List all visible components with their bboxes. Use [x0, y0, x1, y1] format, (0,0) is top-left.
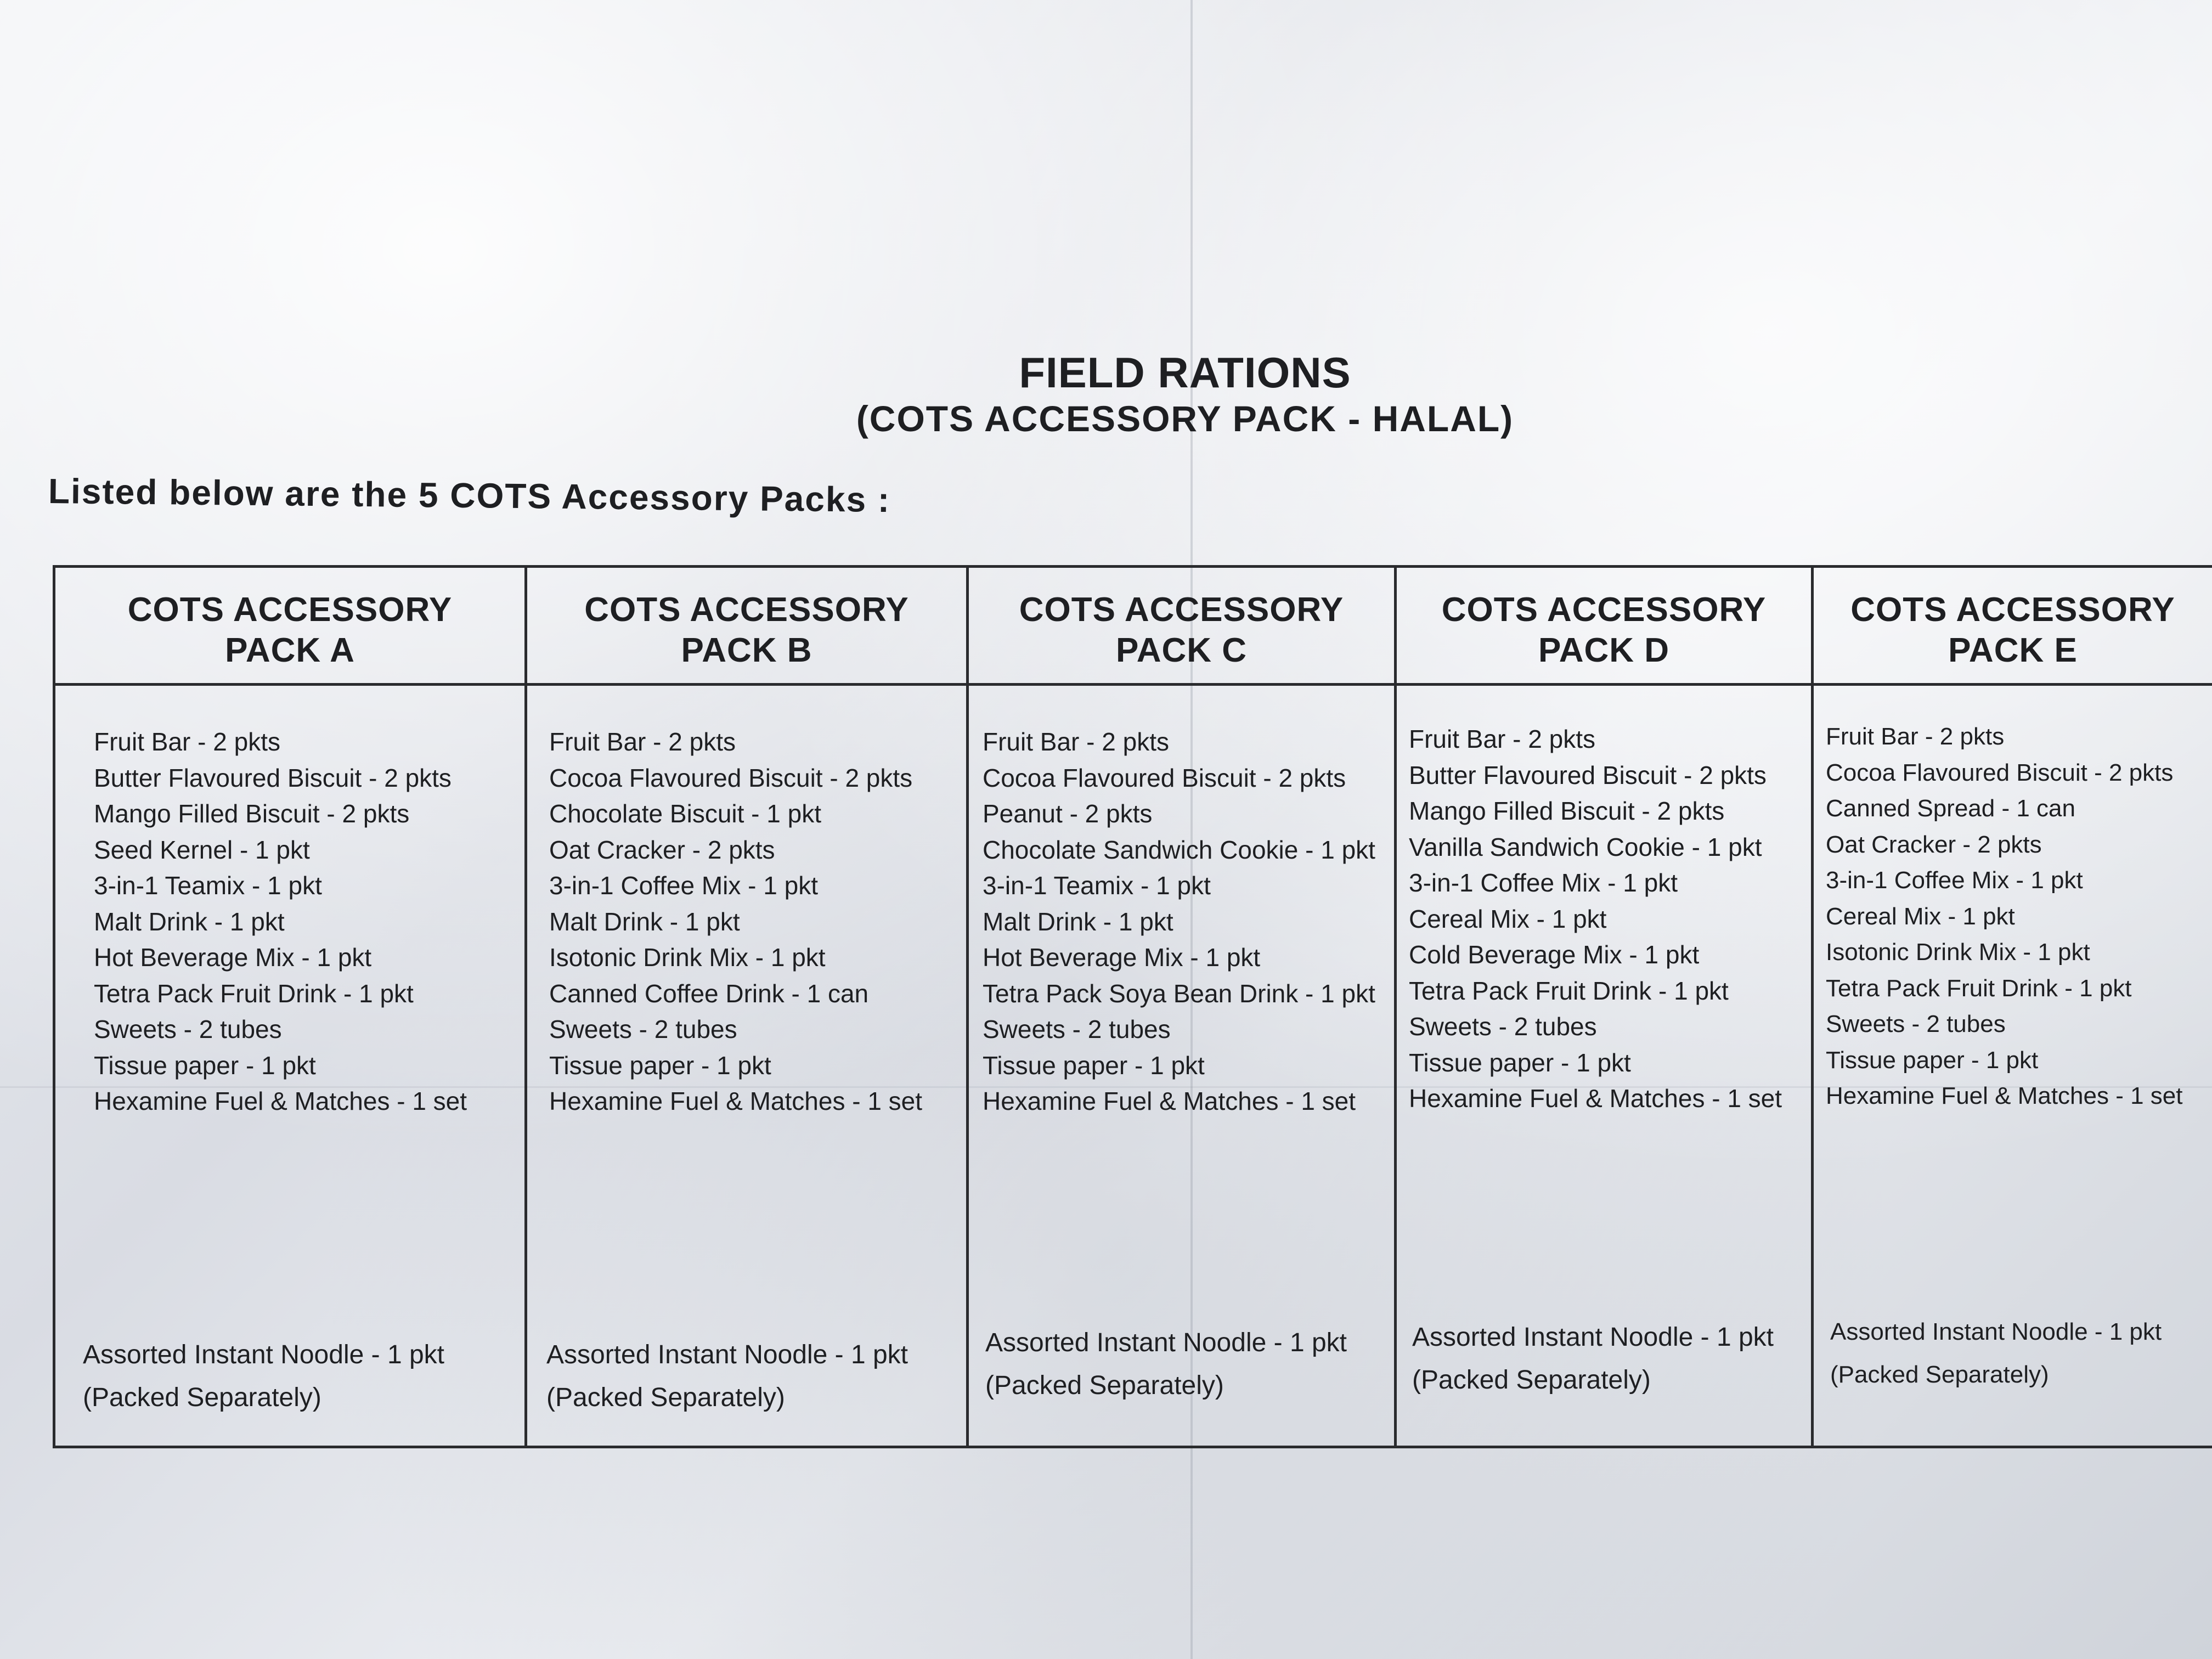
pack-header: [969, 568, 1394, 686]
pack-item: Cereal Mix - 1 pkt: [1826, 902, 2015, 930]
pack-item: Tetra Pack Soya Bean Drink - 1 pkt: [983, 979, 1375, 1008]
packs-table: [53, 565, 2212, 1448]
pack-item: Hot Beverage Mix - 1 pkt: [983, 943, 1261, 972]
pack-item: 3-in-1 Teamix - 1 pkt: [983, 871, 1211, 900]
pack-item: Oat Cracker - 2 pkts: [549, 835, 775, 864]
packed-separately-note: (Packed Separately): [546, 1383, 785, 1412]
pack-header-line2: PACK A: [225, 631, 355, 669]
pack-item: Canned Spread - 1 can: [1826, 795, 2075, 822]
pack-header: [527, 568, 966, 686]
pack-item: Hexamine Fuel & Matches - 1 set: [549, 1087, 923, 1115]
pack-item: Sweets - 2 tubes: [1826, 1011, 2006, 1037]
pack-item: 3-in-1 Coffee Mix - 1 pkt: [549, 871, 819, 900]
pack-item: Cocoa Flavoured Biscuit - 2 pkts: [1826, 759, 2174, 786]
pack-item: Malt Drink - 1 pkt: [94, 907, 285, 936]
noodle-note: [546, 1334, 908, 1419]
packed-separately-note: (Packed Separately): [1412, 1365, 1651, 1395]
pack-item: Cereal Mix - 1 pkt: [1409, 904, 1607, 933]
noodle-note: [83, 1334, 444, 1419]
intro-text: Listed below are the 5 COTS Accessory Packs :: [48, 471, 891, 520]
noodle-note: [1412, 1316, 1774, 1402]
pack-item: 3-in-1 Coffee Mix - 1 pkt: [1826, 867, 2083, 894]
pack-item: Hexamine Fuel & Matches - 1 set: [983, 1087, 1356, 1115]
document-title: FIELD RATIONS: [1019, 348, 1351, 397]
pack-header-line1: COTS ACCESSORY: [127, 591, 453, 629]
pack-item: Malt Drink - 1 pkt: [983, 907, 1173, 936]
pack-item: Fruit Bar - 2 pkts: [1409, 725, 1595, 753]
pack-item: Malt Drink - 1 pkt: [549, 907, 740, 936]
pack-item: Hexamine Fuel & Matches - 1 set: [94, 1087, 467, 1115]
pack-item: Isotonic Drink Mix - 1 pkt: [549, 943, 826, 972]
pack-item: Canned Coffee Drink - 1 can: [549, 979, 869, 1008]
pack-item: Tissue paper - 1 pkt: [1409, 1048, 1631, 1077]
pack-item: Peanut - 2 pkts: [983, 799, 1153, 828]
pack-item: Seed Kernel - 1 pkt: [94, 835, 310, 864]
pack-header-line1: COTS ACCESSORY: [1441, 591, 1767, 629]
pack-item: 3-in-1 Teamix - 1 pkt: [94, 871, 322, 900]
noodle-line: Assorted Instant Noodle - 1 pkt: [985, 1328, 1347, 1357]
pack-item-list: [55, 686, 524, 1120]
pack-item: Fruit Bar - 2 pkts: [549, 727, 736, 756]
pack-header: [1397, 568, 1811, 686]
pack-item: Butter Flavoured Biscuit - 2 pkts: [1409, 760, 1767, 789]
noodle-line: Assorted Instant Noodle - 1 pkt: [546, 1340, 909, 1369]
document-subtitle: (COTS ACCESSORY PACK - HALAL): [856, 398, 1514, 439]
pack-item: Butter Flavoured Biscuit - 2 pkts: [94, 763, 452, 792]
document-title-block: [713, 348, 1657, 441]
pack-column-b: [527, 568, 969, 1446]
pack-header-line1: COTS ACCESSORY: [584, 591, 909, 629]
noodle-line: Assorted Instant Noodle - 1 pkt: [1830, 1318, 2162, 1345]
pack-item: Tetra Pack Fruit Drink - 1 pkt: [1826, 974, 2132, 1002]
pack-item: 3-in-1 Coffee Mix - 1 pkt: [1409, 868, 1678, 897]
packed-separately-note: (Packed Separately): [1830, 1361, 2049, 1388]
pack-item-list: [527, 686, 966, 1120]
pack-item: Tetra Pack Fruit Drink - 1 pkt: [1409, 976, 1729, 1005]
noodle-line: Assorted Instant Noodle - 1 pkt: [83, 1340, 445, 1369]
pack-item: Sweets - 2 tubes: [983, 1015, 1171, 1043]
noodle-note: [985, 1322, 1347, 1407]
pack-item: Cold Beverage Mix - 1 pkt: [1409, 940, 1700, 969]
pack-header: [55, 568, 524, 686]
pack-item-list: [1397, 686, 1811, 1117]
pack-item: Oat Cracker - 2 pkts: [1826, 831, 2042, 858]
pack-item: Cocoa Flavoured Biscuit - 2 pkts: [983, 763, 1346, 792]
pack-item: Sweets - 2 tubes: [94, 1015, 282, 1043]
pack-item: Mango Filled Biscuit - 2 pkts: [1409, 797, 1725, 825]
pack-header-line2: PACK D: [1538, 631, 1670, 669]
pack-item: Chocolate Sandwich Cookie - 1 pkt: [983, 835, 1375, 864]
pack-header-line2: PACK C: [1115, 631, 1248, 669]
pack-header-line1: COTS ACCESSORY: [1850, 591, 2175, 629]
pack-item: Tissue paper - 1 pkt: [549, 1051, 771, 1080]
pack-item: Cocoa Flavoured Biscuit - 2 pkts: [549, 763, 913, 792]
pack-header-line2: PACK E: [1948, 631, 2078, 669]
pack-item: Sweets - 2 tubes: [549, 1015, 737, 1043]
pack-header-line1: COTS ACCESSORY: [1019, 591, 1344, 629]
pack-item: Vanilla Sandwich Cookie - 1 pkt: [1409, 832, 1762, 861]
pack-item: Tissue paper - 1 pkt: [983, 1051, 1205, 1080]
pack-item: Fruit Bar - 2 pkts: [983, 727, 1169, 756]
pack-item-list: [1814, 686, 2212, 1114]
pack-item: Fruit Bar - 2 pkts: [1826, 723, 2005, 750]
pack-column-a: [55, 568, 527, 1446]
pack-header-line2: PACK B: [681, 631, 812, 669]
noodle-line: Assorted Instant Noodle - 1 pkt: [1412, 1323, 1774, 1352]
pack-item-list: [969, 686, 1394, 1120]
pack-item: Hexamine Fuel & Matches - 1 set: [1826, 1082, 2183, 1109]
pack-header: [1814, 568, 2212, 686]
pack-item: Sweets - 2 tubes: [1409, 1012, 1597, 1041]
pack-item: Tetra Pack Fruit Drink - 1 pkt: [94, 979, 414, 1008]
pack-item: Mango Filled Biscuit - 2 pkts: [94, 799, 410, 828]
noodle-note: [1830, 1311, 2162, 1396]
pack-item: Chocolate Biscuit - 1 pkt: [549, 799, 822, 828]
pack-item: Hexamine Fuel & Matches - 1 set: [1409, 1084, 1782, 1113]
pack-column-d: [1397, 568, 1814, 1446]
pack-item: Tissue paper - 1 pkt: [1826, 1046, 2039, 1074]
pack-item: Isotonic Drink Mix - 1 pkt: [1826, 939, 2090, 966]
pack-item: Tissue paper - 1 pkt: [94, 1051, 316, 1080]
pack-column-c: [969, 568, 1397, 1446]
pack-item: Fruit Bar - 2 pkts: [94, 727, 280, 756]
packed-separately-note: (Packed Separately): [985, 1371, 1224, 1400]
pack-item: Hot Beverage Mix - 1 pkt: [94, 943, 372, 972]
pack-column-e: [1814, 568, 2212, 1446]
packed-separately-note: (Packed Separately): [83, 1383, 321, 1412]
